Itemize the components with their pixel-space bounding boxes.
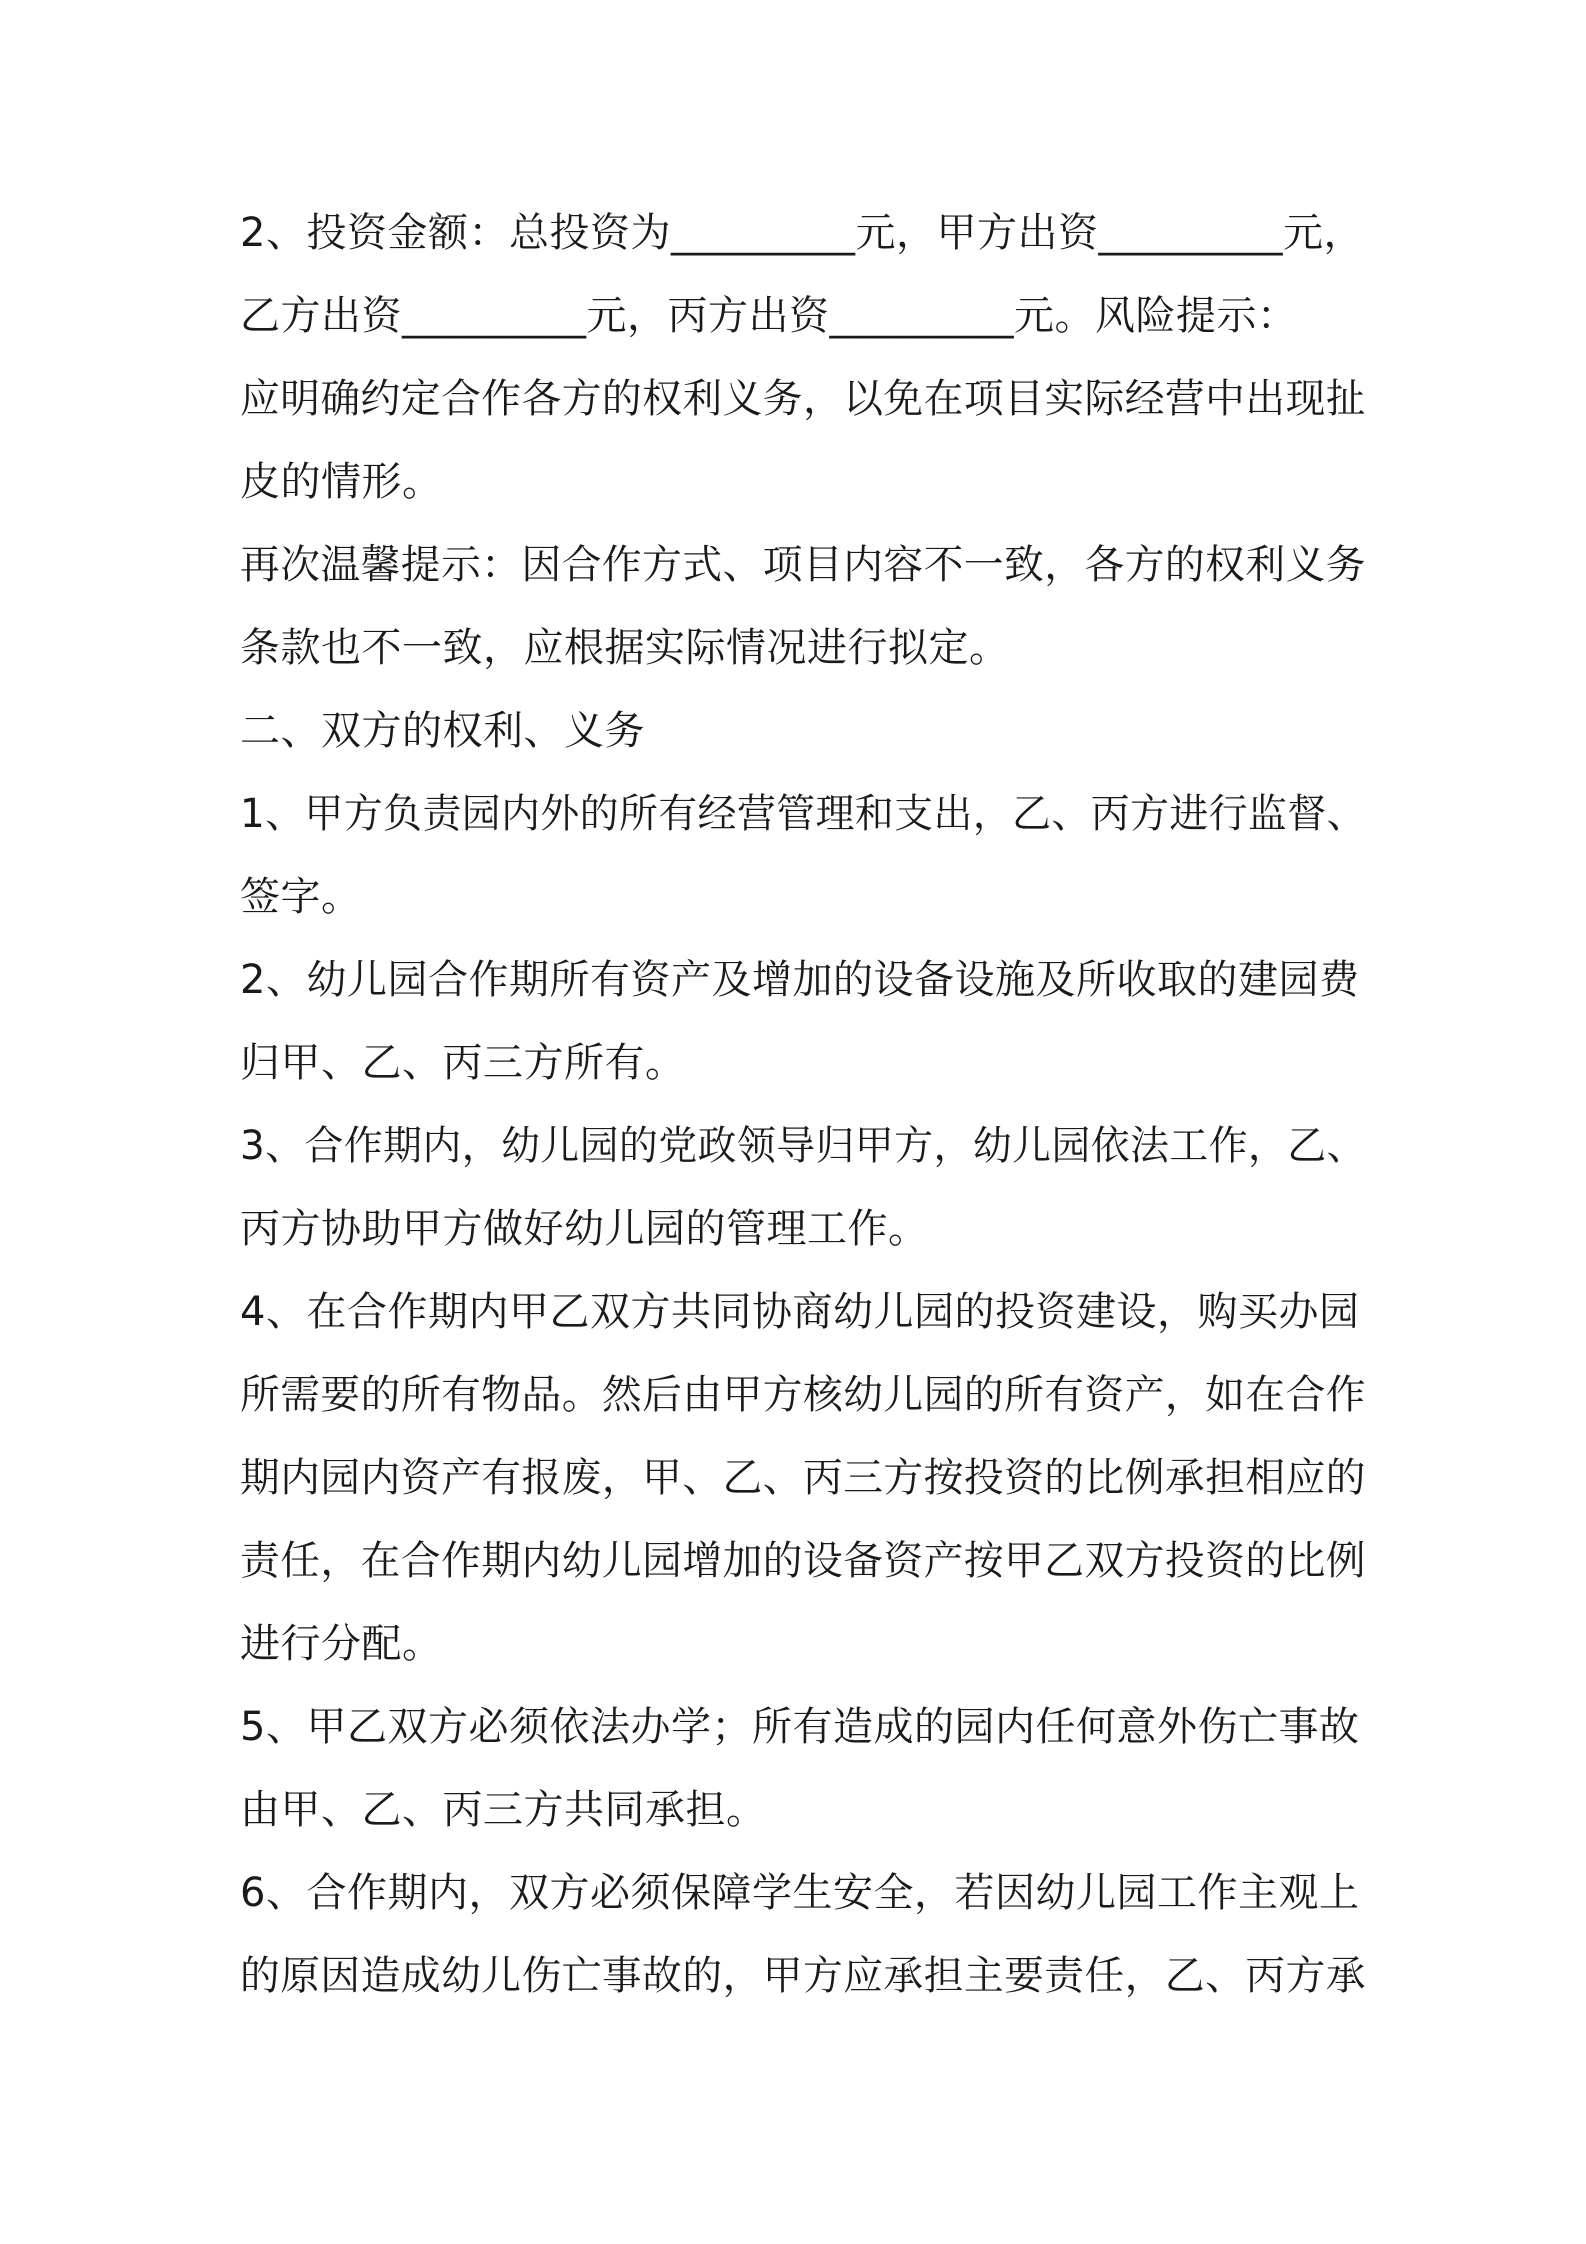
- text-line: 进行分配。: [240, 1621, 443, 1667]
- text-line: 责任，在合作期内幼儿园增加的设备资产按甲乙双方投资的比例: [240, 1538, 1366, 1584]
- text-line: 1、甲方负责园内外的所有经营管理和支出，乙、丙方进行监督、: [240, 791, 1366, 837]
- text-line: 期内园内资产有报废，甲、乙、丙三方按投资的比例承担相应的: [240, 1455, 1366, 1501]
- text-line: 乙方出资_________元，丙方出资_________元。风险提示：: [240, 293, 1298, 339]
- text-line: 6、合作期内，双方必须保障学生安全，若因幼儿园工作主观上: [240, 1870, 1360, 1916]
- text-line: 2、投资金额：总投资为_________元，甲方出资_________元，: [240, 210, 1364, 256]
- text-line: 应明确约定合作各方的权利义务，以免在项目实际经营中出现扯: [240, 376, 1366, 422]
- text-line: 4、在合作期内甲乙双方共同协商幼儿园的投资建设，购买办园: [240, 1289, 1360, 1335]
- text-line: 的原因造成幼儿伤亡事故的，甲方应承担主要责任，乙、丙方承: [240, 1953, 1366, 1999]
- text-line: 条款也不一致，应根据实际情况进行拟定。: [240, 625, 1010, 671]
- text-line: 皮的情形。: [240, 459, 443, 505]
- text-line: 所需要的所有物品。然后由甲方核幼儿园的所有资产，如在合作: [240, 1372, 1366, 1418]
- text-line: 归甲、乙、丙三方所有。: [240, 1040, 686, 1086]
- text-line: 3、合作期内，幼儿园的党政领导归甲方，幼儿园依法工作，乙、: [240, 1123, 1366, 1169]
- text-line: 由甲、乙、丙三方共同承担。: [240, 1787, 767, 1833]
- text-line: 2、幼儿园合作期所有资产及增加的设备设施及所收取的建园费: [240, 957, 1360, 1003]
- section-heading: 二、双方的权利、义务: [240, 708, 645, 754]
- text-line: 再次温馨提示：因合作方式、项目内容不一致，各方的权利义务: [240, 542, 1366, 588]
- text-line: 签字。: [240, 874, 362, 920]
- text-line: 5、甲乙双方必须依法办学；所有造成的园内任何意外伤亡事故: [240, 1704, 1360, 1750]
- document-body: [240, 192, 1366, 2018]
- text-line: 丙方协助甲方做好幼儿园的管理工作。: [240, 1206, 929, 1252]
